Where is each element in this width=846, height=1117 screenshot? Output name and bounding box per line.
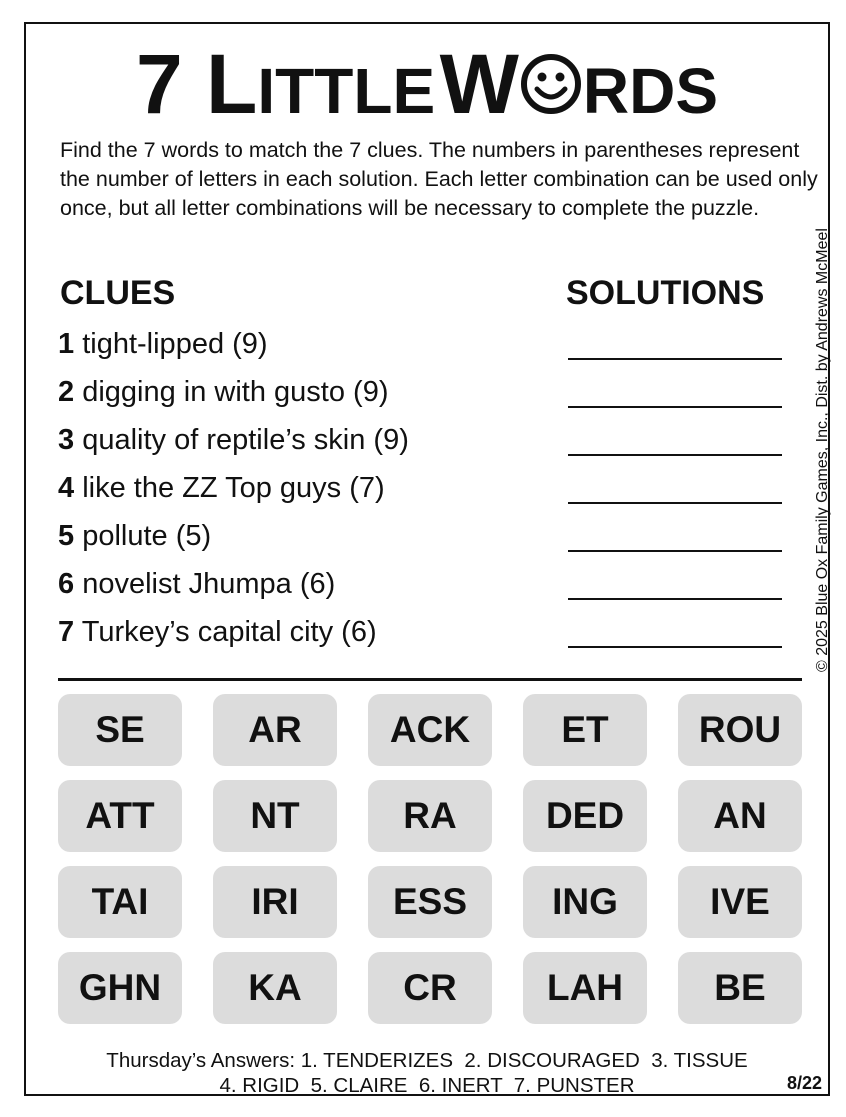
clue-number: 7 bbox=[58, 616, 75, 648]
solution-blank-5[interactable] bbox=[568, 550, 782, 552]
clue-5 bbox=[58, 520, 211, 553]
letter-tile-grid bbox=[58, 694, 804, 1030]
letter-tile[interactable]: KA bbox=[213, 952, 337, 1024]
clue-text: pollute (5) bbox=[82, 520, 212, 552]
clue-text: digging in with gusto (9) bbox=[82, 376, 389, 408]
instructions-text: Find the 7 words to match the 7 clues. The numbers in parentheses represent the number of letters in each solution. Each letter combination can be used only once, but all letter combinations will be necessary to complete the puzzle. bbox=[60, 138, 818, 220]
letter-tile[interactable]: TAI bbox=[58, 866, 182, 938]
clue-text: Turkey’s capital city (6) bbox=[81, 616, 377, 648]
clue-2 bbox=[58, 376, 389, 409]
solution-blank-7[interactable] bbox=[568, 646, 782, 648]
letter-tile[interactable]: NT bbox=[213, 780, 337, 852]
clues-heading: CLUES bbox=[60, 274, 176, 312]
clue-number: 4 bbox=[58, 472, 75, 504]
clue-number: 5 bbox=[58, 520, 75, 552]
letter-tile[interactable]: ESS bbox=[368, 866, 492, 938]
letter-tile[interactable]: GHN bbox=[58, 952, 182, 1024]
letter-tile[interactable]: ET bbox=[523, 694, 647, 766]
puzzle-title bbox=[26, 37, 828, 131]
clue-number: 3 bbox=[58, 424, 75, 456]
clue-text: quality of reptile’s skin (9) bbox=[82, 424, 409, 456]
letter-tile[interactable]: ACK bbox=[368, 694, 492, 766]
solution-blank-6[interactable] bbox=[568, 598, 782, 600]
smiley-face-icon bbox=[520, 53, 582, 115]
solution-blank-2[interactable] bbox=[568, 406, 782, 408]
clue-number: 6 bbox=[58, 568, 75, 600]
letter-tile[interactable]: IRI bbox=[213, 866, 337, 938]
letter-tile[interactable]: BE bbox=[678, 952, 802, 1024]
title-part-4: RDS bbox=[582, 55, 718, 127]
letter-tile[interactable]: ING bbox=[523, 866, 647, 938]
clue-4 bbox=[58, 472, 385, 505]
clue-3 bbox=[58, 424, 409, 457]
solution-blank-1[interactable] bbox=[568, 358, 782, 360]
puzzle-date: 8/22 bbox=[786, 1073, 822, 1093]
answers-line-1: Thursday’s Answers: 1. TENDERIZES 2. DISCOURAGED 3. TISSUE bbox=[106, 1049, 748, 1072]
letter-tile[interactable]: ROU bbox=[678, 694, 802, 766]
solutions-heading: SOLUTIONS bbox=[566, 274, 765, 312]
section-divider bbox=[58, 678, 802, 681]
title-part-2: ITTLE bbox=[257, 55, 436, 127]
clue-number: 1 bbox=[58, 328, 75, 360]
clue-text: novelist Jhumpa (6) bbox=[82, 568, 336, 600]
solution-blank-4[interactable] bbox=[568, 502, 782, 504]
clue-text: tight-lipped (9) bbox=[82, 328, 268, 360]
clue-7 bbox=[58, 616, 377, 649]
letter-tile[interactable]: IVE bbox=[678, 866, 802, 938]
letter-tile[interactable]: AR bbox=[213, 694, 337, 766]
letter-tile[interactable]: SE bbox=[58, 694, 182, 766]
clue-number: 2 bbox=[58, 376, 75, 408]
clue-text: like the ZZ Top guys (7) bbox=[82, 472, 385, 504]
letter-tile[interactable]: CR bbox=[368, 952, 492, 1024]
clue-6 bbox=[58, 568, 335, 601]
letter-tile[interactable]: DED bbox=[523, 780, 647, 852]
letter-tile[interactable]: RA bbox=[368, 780, 492, 852]
solution-blank-3[interactable] bbox=[568, 454, 782, 456]
letter-tile[interactable]: ATT bbox=[58, 780, 182, 852]
answers-line-2: 4. RIGID 5. CLAIRE 6. INERT 7. PUNSTER bbox=[219, 1074, 635, 1097]
title-part-1: 7 L bbox=[136, 37, 258, 131]
previous-answers bbox=[26, 1048, 828, 1098]
letter-tile[interactable]: LAH bbox=[523, 952, 647, 1024]
title-part-3: W bbox=[439, 37, 519, 131]
puzzle-frame bbox=[24, 22, 830, 1096]
copyright-credit: © 2025 Blue Ox Family Games, Inc., Dist. by Andrews McMeel bbox=[814, 228, 831, 672]
clue-1 bbox=[58, 328, 268, 361]
letter-tile[interactable]: AN bbox=[678, 780, 802, 852]
